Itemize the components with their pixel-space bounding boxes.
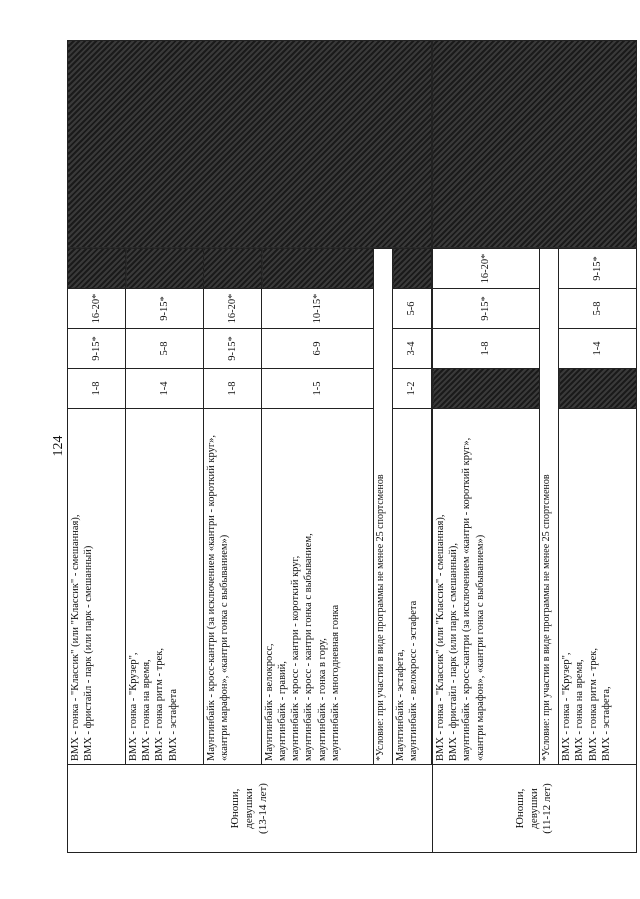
dark-cell <box>393 249 432 289</box>
rank-cell: 9-15* <box>559 249 637 289</box>
discipline-cell: Маунтинбайк - кросс-кантри (за исключением «кантри - короткий круг», «кантри марафон», «кантри гонка с выбыванием») <box>203 409 261 765</box>
condition-note: *Условие: при участии в виде программы не менее 25 спортсменов <box>539 249 558 765</box>
dark-cell <box>262 249 374 289</box>
rank-cell: 1-8 <box>433 329 540 369</box>
rank-cell: 9-15* <box>203 329 261 369</box>
rank-cell: 16-20* <box>203 289 261 329</box>
rank-cell: 1-4 <box>126 369 204 409</box>
rank-cell: 16-20* <box>68 289 126 329</box>
dark-cell <box>203 249 261 289</box>
rank-cell: 9-15* <box>433 289 540 329</box>
rotated-table-container <box>67 41 637 853</box>
rank-cell: 9-15* <box>126 289 204 329</box>
discipline-cell: BMX - гонка - "Крузер", BMX - гонка на время, BMX - гонка ритм - трек, BMX - эстафета, <box>559 409 637 765</box>
rank-cell: 6-9 <box>262 329 374 369</box>
ranking-table <box>67 40 637 853</box>
page-number: 124 <box>51 435 66 457</box>
rank-cell: 5-6 <box>393 289 432 329</box>
rank-cell: 16-20* <box>433 249 540 289</box>
discipline-cell: BMX - гонка - "Крузер", BMX - гонка на время, BMX - гонка ритм - трек, BMX - эстафета <box>126 409 204 765</box>
dark-cell <box>68 249 126 289</box>
dark-cell <box>126 249 204 289</box>
discipline-cell: Маунтинбайк - эстафета, маунтинбайк - велокросс - эстафета <box>393 409 432 765</box>
rank-cell: 1-5 <box>262 369 374 409</box>
rank-cell: 10-15* <box>262 289 374 329</box>
rank-cell: 1-4 <box>559 329 637 369</box>
age-group-cell: Юноши, девушки (11-12 лет) <box>433 765 637 853</box>
rank-cell: 5-8 <box>559 289 637 329</box>
dark-cell <box>433 41 637 249</box>
rank-cell: 1-8 <box>203 369 261 409</box>
rank-cell: 1-2 <box>393 369 432 409</box>
rank-cell: 9-15* <box>68 329 126 369</box>
rank-cell: 3-4 <box>393 329 432 369</box>
dark-cell <box>559 369 637 409</box>
dark-cell <box>68 41 432 249</box>
dark-cell <box>433 369 540 409</box>
condition-note: *Условие: при участии в виде программы не менее 25 спортсменов <box>373 249 392 765</box>
discipline-cell: BMX - гонка - "Классик" (или "Классик" - смешанная), BMX - фристайл - парк (или парк - смешанный) <box>68 409 126 765</box>
rank-cell: 5-8 <box>126 329 204 369</box>
rank-cell: 1-8 <box>68 369 126 409</box>
discipline-cell: BMX - гонка - "Классик" (или "Классик" - смешанная), BMX - фристайл - парк (или парк - смешанный), маунтинбайк - кросс-кантри (за исключением «кантри - короткий круг», «кантри марафон», «кантри гонка с выбыванием») <box>433 409 540 765</box>
discipline-cell: Маунтинбайк - велокросс, маунтинбайк - гравий, маунтинбайк - кросс - кантри - короткий круг, маунтинбайк - кросс - кантри гонка с выбыванием, маунтинбайк - гонка в гору, маунтинбайк - многодневная гонка <box>262 409 374 765</box>
table-row <box>68 41 126 853</box>
table-row <box>433 41 540 853</box>
age-group-cell: Юноши, девушки (13-14 лет) <box>68 765 433 853</box>
